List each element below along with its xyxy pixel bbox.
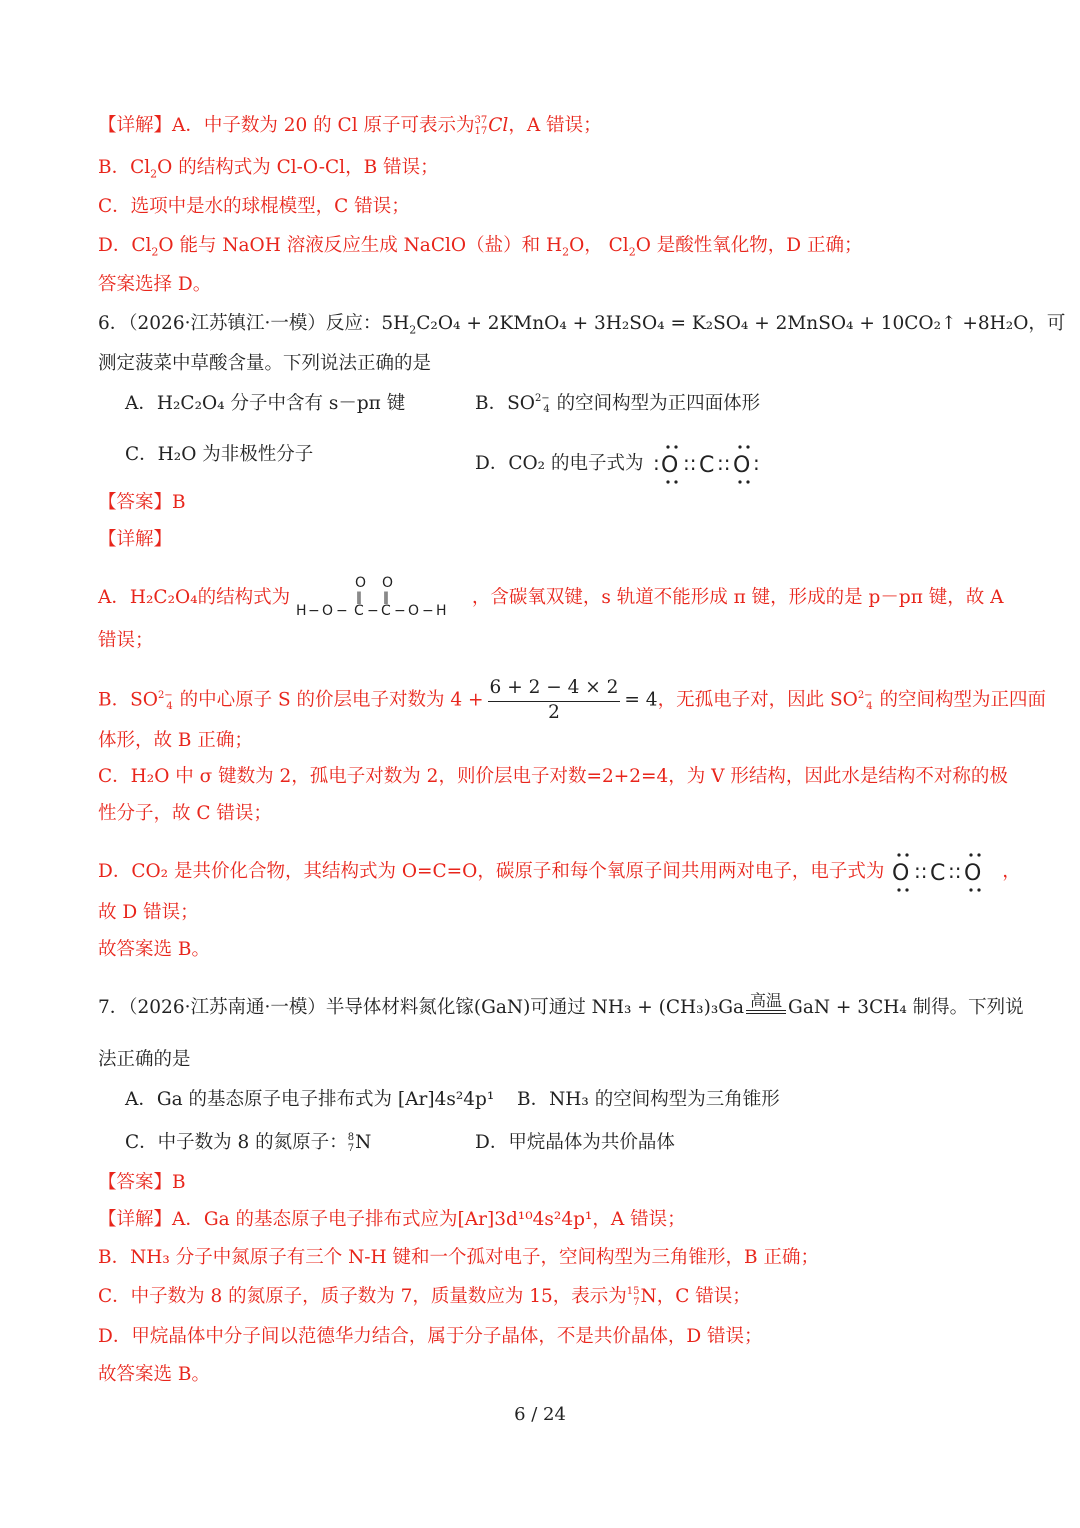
ion-subscript: 4 bbox=[543, 404, 550, 415]
svg-text::: : bbox=[753, 451, 761, 475]
element-symbol: N bbox=[640, 1286, 657, 1307]
q6-detail-c-cont: 性分子，故 C 错误； bbox=[98, 803, 272, 824]
q5-detail-a bbox=[98, 113, 602, 139]
svg-text:::: :: bbox=[914, 859, 928, 883]
q7-stem-line1 bbox=[98, 992, 1024, 1021]
q6-option-d bbox=[475, 442, 767, 486]
q7-detail-c bbox=[98, 1284, 751, 1310]
q6-detail-c: C．H₂O 中 σ 键数为 2，孤电子对数为 2，则价层电子对数=2+2=4，为 V 形结构，因此水是结构不对称的极 bbox=[98, 766, 1008, 787]
q6-answer: 【答案】B bbox=[98, 492, 186, 513]
isotope-notation bbox=[348, 1132, 354, 1154]
q7-detail-a: 【详解】A．Ga 的基态原子电子排布式应为[Ar]3d¹⁰4s²4p¹，A 错误； bbox=[98, 1209, 686, 1230]
q5-a-text: A．中子数为 20 的 Cl 原子可表示为 bbox=[172, 115, 475, 136]
svg-text:::: :: bbox=[683, 451, 697, 475]
svg-text:::: :: bbox=[717, 451, 731, 475]
q6-detail-a bbox=[98, 575, 1004, 619]
element-symbol: Cl bbox=[488, 115, 509, 136]
q6-detail-b-cont: 体形，故 B 正确； bbox=[98, 730, 253, 751]
q7-stem-post: GaN + 3CH₄ 制得。下列说 bbox=[788, 997, 1024, 1018]
detail-tag: 【详解】 bbox=[98, 115, 173, 136]
ion-charge: 2− bbox=[857, 689, 873, 701]
q6-d1-post: ， bbox=[1002, 861, 1021, 882]
lewis-c: C bbox=[699, 453, 715, 478]
atomic-number: 7 bbox=[347, 1143, 355, 1154]
q5-d-4: O 是酸性氧化物，D 正确； bbox=[635, 235, 863, 256]
q7-optc-pre: C．中子数为 8 的氮原子： bbox=[125, 1132, 348, 1153]
q7-detail-b: B．NH₃ 分子中氮原子有三个 N-H 键和一个孤对电子，空间构型为三角锥形，B 正确； bbox=[98, 1247, 820, 1268]
reaction-condition: 高温 bbox=[750, 991, 783, 1010]
co2-lewis-structure bbox=[649, 442, 767, 486]
q7-detail-d: D．甲烷晶体中分子间以范德华力结合，属于分子晶体，不是共价晶体，D 错误； bbox=[98, 1326, 763, 1347]
sulfate-ion-script bbox=[858, 690, 873, 712]
isotope-notation bbox=[627, 1286, 640, 1308]
q6-b1-post2: 的空间构型为正四面 bbox=[873, 689, 1046, 711]
carbonyl-o-2: O bbox=[381, 575, 393, 591]
h-left: H bbox=[295, 603, 307, 619]
carbonyl-o-1: O bbox=[354, 575, 366, 591]
q6-optd-pre: D．CO₂ 的电子式为 bbox=[475, 453, 644, 474]
mass-number: 8 bbox=[347, 1132, 355, 1143]
q6-stem-end: ，可 bbox=[1028, 313, 1066, 334]
q6-detail-tag: 【详解】 bbox=[98, 529, 173, 550]
mass-number: 15 bbox=[626, 1286, 640, 1297]
q5-detail-b: B．$Cl_2O$ 的结构式为 Cl-O-Cl，B 错误； bbox=[98, 157, 439, 181]
q6-optb-post: 的空间构型为正四面体形 bbox=[550, 393, 761, 414]
q5-d-3: O， Cl bbox=[569, 235, 629, 256]
atomic-number: 17 bbox=[474, 126, 488, 137]
svg-text:O: O bbox=[964, 861, 982, 886]
q7-answer: 【答案】B bbox=[98, 1172, 186, 1193]
q7-option-b: B．NH₃ 的空间构型为三角锥形 bbox=[517, 1089, 780, 1110]
q6-option-a: A．H₂C₂O₄ 分子中含有 s－pπ 键 bbox=[125, 393, 406, 414]
q6-detail-d bbox=[98, 850, 1021, 894]
q5-a-result: ，A 错误； bbox=[508, 115, 602, 136]
q5-detail-c: C．选项中是水的球棍模型，C 错误； bbox=[98, 196, 410, 217]
isotope-notation bbox=[475, 115, 488, 137]
q7-stem-pre: 7．（2026·江苏南通·一模）半导体材料氮化镓(GaN)可通过 NH₃ + (CH₃)₃Ga bbox=[98, 997, 745, 1018]
q6-final: 故答案选 B。 bbox=[98, 939, 210, 960]
c-right: C bbox=[380, 603, 391, 619]
q6-b1-mid: 的中心原子 S 的价层电子对数为 4 + bbox=[173, 689, 484, 711]
oxalic-acid-structure: O O ‖ ‖ H − O − C − C − O − H bbox=[296, 578, 466, 618]
q5-b-post: O 的结构式为 Cl-O-Cl，B 错误； bbox=[157, 157, 439, 178]
q6-stem-start: 6．（2026·江苏镇江·一模）反应：5H bbox=[98, 313, 410, 334]
c-left: C bbox=[353, 603, 364, 619]
fraction-numerator: 6 + 2 − 4 × 2 bbox=[488, 677, 621, 702]
co2-lewis-structure bbox=[890, 850, 1002, 894]
ion-subscript: 4 bbox=[166, 700, 173, 712]
q5-b-pre: B．Cl bbox=[98, 157, 151, 178]
atomic-number: 7 bbox=[633, 1297, 640, 1308]
svg-text:O: O bbox=[892, 861, 910, 886]
q6-b1-pre: B．SO bbox=[98, 689, 158, 711]
o-right: O bbox=[407, 603, 419, 619]
q6-option-c: C．H₂O 为非极性分子 bbox=[125, 444, 314, 465]
q6-d1-pre: D．CO₂ 是共价化合物，其结构式为 O=C=O，碳原子和每个氧原子间共用两对电子，电子式为 bbox=[98, 861, 885, 882]
q7-option-d: D．甲烷晶体为共价晶体 bbox=[475, 1132, 675, 1153]
q7-stem-line2: 法正确的是 bbox=[98, 1049, 191, 1070]
valence-fraction bbox=[488, 677, 621, 724]
h-right: H bbox=[435, 603, 447, 619]
q6-a1-pre: A．H₂C₂O₄的结构式为 bbox=[98, 587, 291, 608]
svg-text:C: C bbox=[930, 861, 946, 886]
q7-option-c bbox=[125, 1130, 371, 1156]
page-number: 6 / 24 bbox=[514, 1404, 566, 1425]
ion-subscript: 4 bbox=[866, 700, 873, 712]
ion-charge: 2− bbox=[157, 689, 173, 701]
q6-stem-line1: 6．（2026·江苏镇江·一模）反应：$5H_2C_2O_4$ + 2KMnO₄ + 3H₂SO₄ = K₂SO₄ + 2MnSO₄ + 10CO₂↑ +8H₂O，可 bbox=[98, 313, 1066, 337]
q6-equation: C₂O₄ + 2KMnO₄ + 3H₂SO₄ = K₂SO₄ + 2MnSO₄ + 10CO₂↑ +8H₂O bbox=[416, 313, 1029, 334]
q7-c-pre: C．中子数为 8 的氮原子，质子数为 7，质量数应为 15，表示为 bbox=[98, 1286, 627, 1307]
lewis-o-right: O bbox=[733, 453, 751, 478]
mass-number: 37 bbox=[474, 115, 488, 126]
q5-d-1: D．Cl bbox=[98, 235, 152, 256]
sulfate-ion-script bbox=[158, 690, 173, 712]
q6-detail-b bbox=[98, 677, 1046, 724]
q6-detail-a-cont: 错误； bbox=[98, 630, 154, 651]
q7-option-a: A．Ga 的基态原子电子排布式为 [Ar]4s²4p¹ bbox=[125, 1089, 495, 1110]
q7-final: 故答案选 B。 bbox=[98, 1364, 210, 1385]
q6-stem-line2: 测定菠菜中草酸含量。下列说法正确的是 bbox=[98, 353, 432, 374]
q6-option-b bbox=[475, 391, 760, 417]
svg-text::: : bbox=[653, 451, 661, 475]
lewis-o-left: O bbox=[661, 453, 679, 478]
svg-text:::: :: bbox=[948, 859, 962, 883]
q5-detail-d: D．$Cl_2O$ 能与 NaOH 溶液反应生成 NaClO（盐）和 $H_2O$， $Cl_2O$ 是酸性氧化物，D 正确； bbox=[98, 235, 863, 259]
q5-d-2: O 能与 NaOH 溶液反应生成 NaClO（盐）和 H bbox=[158, 235, 563, 256]
q6-b1-post: ，无孤电子对，因此 SO bbox=[657, 689, 858, 711]
o-left: O bbox=[321, 603, 333, 619]
q6-b1-eq: = 4 bbox=[624, 689, 658, 711]
q7-c-post: ，C 错误； bbox=[656, 1286, 751, 1307]
sulfate-ion-script bbox=[535, 393, 550, 415]
q6-detail-d-cont: 故 D 错误； bbox=[98, 902, 199, 923]
reaction-arrow bbox=[746, 992, 786, 1021]
ion-charge: 2− bbox=[534, 393, 550, 404]
element-symbol: N bbox=[355, 1132, 372, 1153]
q6-a1-post: ，含碳氧双键，s 轨道不能形成 π 键，形成的是 p－pπ 键，故 A bbox=[471, 587, 1004, 608]
q6-optb-pre: B．SO bbox=[475, 393, 535, 414]
q5-answer: 答案选择 D。 bbox=[98, 274, 212, 295]
fraction-denominator: 2 bbox=[548, 702, 560, 723]
